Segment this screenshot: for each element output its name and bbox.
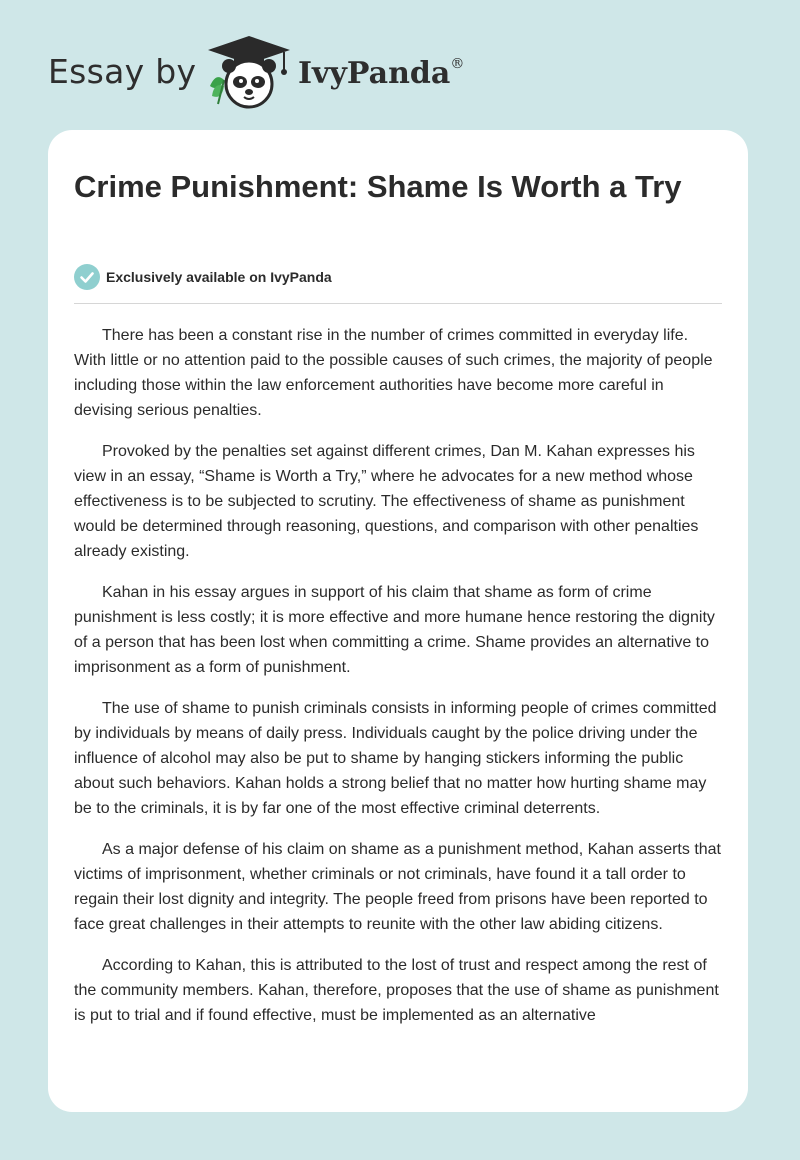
- site-header: [48, 34, 748, 114]
- essay-body: [74, 323, 724, 1044]
- page-title: Crime Punishment: Shame Is Worth a Try: [74, 169, 682, 204]
- paragraph: According to Kahan, this is attributed to the lost of trust and respect among the rest of the community members. Kahan, therefore, proposes that the use of shame as punishment is put to trial and if found effective, must be implemented as an alternative: [74, 957, 719, 1024]
- paragraph: Kahan in his essay argues in support of his claim that shame as form of crime punishment is less costly; it is more effective and more humane hence restoring the dignity of a person that has been lost when committing a crime. Shame provides an alternative to imprisonment as a form of punishment.: [74, 584, 715, 676]
- paragraph: Provoked by the penalties set against different crimes, Dan M. Kahan expresses his view in an essay, “Shame is Worth a Try,” where he advocates for a new method whose effectiveness is to be subjected to scrutiny. The effectiveness of shame as punishment would be determined through reasoning, questions, and comparison with other penalties already existing.: [74, 443, 699, 560]
- paragraph: As a major defense of his claim on shame as a punishment method, Kahan asserts that victims of imprisonment, whether criminals or not criminals, have found it a tall order to regain their lost dignity and integrity. The people freed from prisons have been reported to face great challenges in their attempts to reunite with the other law abiding citizens.: [74, 841, 721, 933]
- essay-card: [48, 130, 748, 1112]
- divider: [74, 303, 722, 304]
- brand-name[interactable]: [298, 56, 464, 91]
- essay-by-label: Essay by: [48, 52, 197, 91]
- panda-graduate-icon[interactable]: [204, 34, 294, 112]
- exclusive-badge: [74, 264, 332, 290]
- exclusive-badge-label: Exclusively available on IvyPanda: [106, 269, 332, 285]
- paragraph: The use of shame to punish criminals consists in informing people of crimes committed by individuals by means of daily press. Individuals caught by the police driving under the influence of alcohol may also be put to shame by hanging stickers informing the public about such behaviors. Kahan holds a strong belief that no matter how hurting shame may be to the criminals, it is by far one of the most effective criminal deterrents.: [74, 700, 717, 817]
- check-circle-icon: [74, 264, 100, 290]
- brand-label: IvyPanda: [298, 56, 451, 91]
- paragraph: There has been a constant rise in the number of crimes committed in everyday life. With little or no attention paid to the possible causes of such crimes, the majority of people including those within the law enforcement authorities have become more careful in devising serious penalties.: [74, 327, 713, 419]
- registered-mark: ®: [450, 56, 465, 72]
